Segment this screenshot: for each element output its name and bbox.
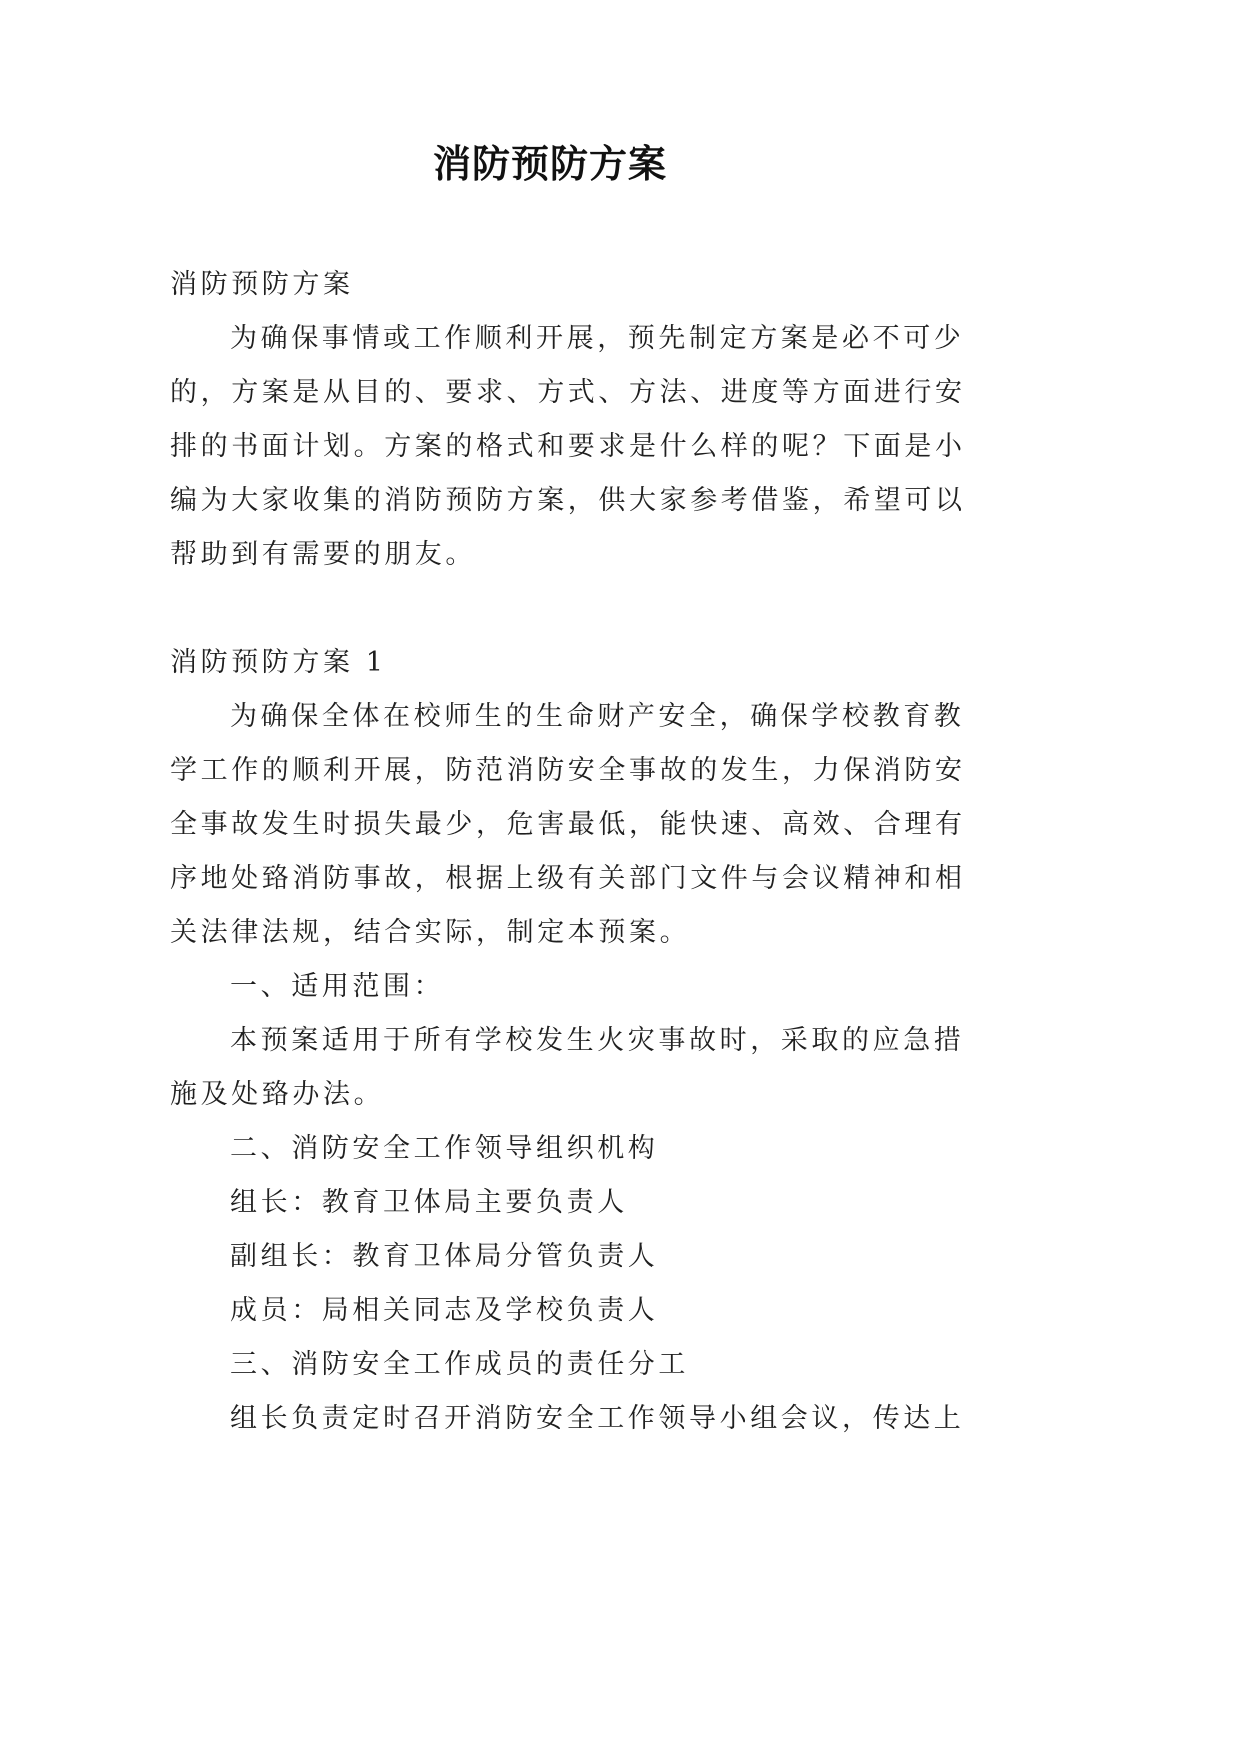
paragraph-line: 序地处臵消防事故，根据上级有关部门文件与会议精神和相 bbox=[170, 863, 966, 894]
paragraph-line: 副组长：教育卫体局分管负责人 bbox=[230, 1241, 659, 1272]
paragraph-line: 为确保全体在校师生的生命财产安全，确保学校教育教 bbox=[230, 701, 965, 732]
paragraph-line: 排的书面计划。方案的格式和要求是什么样的呢？下面是小 bbox=[170, 431, 966, 462]
document-body bbox=[170, 258, 966, 1446]
paragraph-line: 为确保事情或工作顺利开展，预先制定方案是必不可少 bbox=[230, 323, 965, 354]
subsection-heading: 二、消防安全工作领导组织机构 bbox=[230, 1133, 659, 1164]
paragraph-line: 学工作的顺利开展，防范消防安全事故的发生，力保消防安 bbox=[170, 755, 966, 786]
paragraph-line: 全事故发生时损失最少，危害最低，能快速、高效、合理有 bbox=[170, 809, 966, 840]
paragraph-line: 编为大家收集的消防预防方案，供大家参考借鉴，希望可以 bbox=[170, 485, 966, 516]
paragraph-line: 的，方案是从目的、要求、方式、方法、进度等方面进行安 bbox=[170, 377, 966, 408]
paragraph-line: 施及处臵办法。 bbox=[170, 1079, 385, 1110]
paragraph-line: 成员：局相关同志及学校负责人 bbox=[230, 1295, 659, 1326]
document-title: 消防预防方案 bbox=[432, 142, 667, 186]
paragraph-line: 关法律法规，结合实际，制定本预案。 bbox=[170, 917, 691, 948]
paragraph-line: 本预案适用于所有学校发生火灾事故时，采取的应急措 bbox=[230, 1025, 965, 1056]
section-heading: 消防预防方案 bbox=[170, 269, 354, 300]
section-heading: 消防预防方案 1 bbox=[170, 647, 387, 678]
paragraph-line: 组长：教育卫体局主要负责人 bbox=[230, 1187, 628, 1218]
paragraph-line: 组长负责定时召开消防安全工作领导小组会议，传达上 bbox=[230, 1403, 965, 1434]
paragraph-line: 帮助到有需要的朋友。 bbox=[170, 539, 476, 570]
paragraph-spacer bbox=[170, 582, 938, 636]
subsection-heading: 一、适用范围： bbox=[230, 971, 445, 1002]
subsection-heading: 三、消防安全工作成员的责任分工 bbox=[230, 1349, 689, 1380]
